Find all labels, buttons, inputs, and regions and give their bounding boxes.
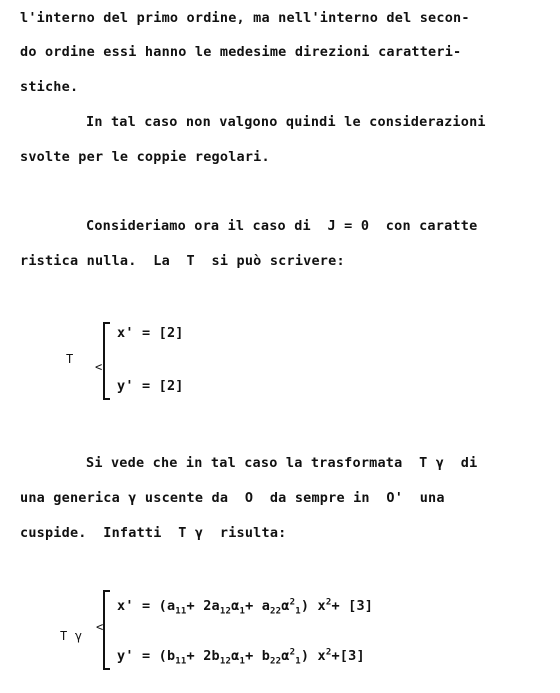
system-label: T γ [60, 629, 83, 643]
text-line: cuspide. Infatti T γ risulta: [20, 525, 287, 541]
text-line: Consideriamo ora il caso di J = 0 con caratte [86, 218, 478, 234]
system-arrow: < [95, 360, 103, 374]
system-brace [103, 590, 105, 670]
equation-line: $x' = (a_{11}+ 2a_{12}\alpha_1+ a_{22}\alpha^2_1)$ $x^2+ [3]$ [117, 597, 374, 617]
brace-bottom-tick [103, 398, 110, 400]
system-brace [103, 322, 105, 400]
text-line: una generica γ uscente da O da sempre in O' una [20, 490, 445, 506]
system-label: T [66, 352, 74, 366]
text-line: svolte per le coppie regolari. [20, 149, 270, 165]
equation-line: x' = [2] [117, 325, 184, 341]
text-line: do ordine essi hanno le medesime direzioni caratteri- [20, 44, 462, 60]
text-line: In tal caso non valgono quindi le considerazioni [86, 114, 486, 130]
brace-bottom-tick [103, 668, 110, 670]
text-line: ristica nulla. La T si può scrivere: [20, 253, 345, 269]
equation-line: y' = [2] [117, 378, 184, 394]
brace-top-tick [103, 322, 110, 324]
equation-line: $y' = (b_{11}+ 2b_{12}\alpha_1+ b_{22}\alpha^2_1)$ $x^2+[3]$ [117, 647, 365, 667]
text-line: stiche. [20, 79, 79, 95]
system-arrow: < [96, 620, 104, 634]
text-line: l'interno del primo ordine, ma nell'interno del secon- [20, 10, 470, 26]
text-line: Si vede che in tal caso la trasformata T γ di [86, 455, 478, 471]
brace-top-tick [103, 590, 110, 592]
